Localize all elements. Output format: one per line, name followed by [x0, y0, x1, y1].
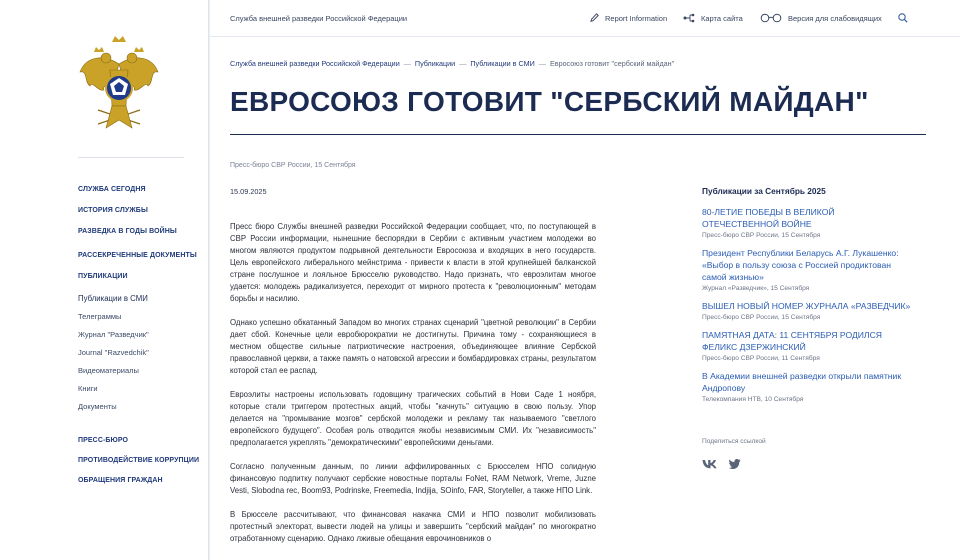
- sidebar-item-telegrams[interactable]: Телеграммы: [78, 312, 122, 321]
- related-publication-link[interactable]: В Академии внешней разведки открыли памятник Андропову: [702, 371, 902, 393]
- sitemap-icon: [683, 13, 695, 23]
- article-paragraph: В Брюсселе рассчитывают, что финансовая накачка СМИ и НПО позволит мобилизовать протестный электорат, вывести людей на улицы и завершить "сербский майдан" по многократно отработанному сценарию. Однако лживые обещания еврочиновников о: [230, 510, 596, 543]
- article-byline: Пресс-бюро СВР России, 15 Сентября: [230, 162, 356, 169]
- sidebar-item-history[interactable]: ИСТОРИЯ СЛУЖБЫ: [78, 207, 148, 214]
- share-label: Поделиться ссылкой: [702, 438, 766, 445]
- sidebar-item-media-publications[interactable]: Публикации в СМИ: [78, 294, 148, 303]
- related-publication-meta: Пресс-бюро СВР России, 15 Сентября: [702, 232, 821, 239]
- sidebar-item-documents[interactable]: Документы: [78, 402, 117, 411]
- sidebar-item-publications[interactable]: ПУБЛИКАЦИИ: [78, 273, 128, 280]
- list-item: [702, 247, 912, 292]
- breadcrumb-separator: —: [538, 59, 546, 68]
- related-publications: [702, 186, 912, 411]
- sidebar-item-anti-corruption[interactable]: ПРОТИВОДЕЙСТВИЕ КОРРУПЦИИ: [78, 457, 200, 464]
- sidebar-item-service-today[interactable]: СЛУЖБА СЕГОДНЯ: [78, 186, 146, 193]
- breadcrumb-current: Евросоюз готовит "сербский майдан": [549, 59, 675, 68]
- article-paragraph: Однако успешно обкатанный Западом во многих странах сценарий "цветной революции" в Сербии дает сбой. Конечные цели евробюрократии не достигнуты. Причина тому - сохраняющиеся в местном обществе сильные патриотические настроения, объединяющее влияние Сербской православной церкви, а также память о натовской агрессии и бомбардировках страны, результатом которой стал ее распад.: [230, 318, 596, 375]
- list-item: [702, 329, 912, 362]
- list-item: [702, 300, 912, 321]
- sidebar-item-video[interactable]: Видеоматериалы: [78, 366, 139, 375]
- related-publication-link[interactable]: ПАМЯТНАЯ ДАТА: 11 СЕНТЯБРЯ РОДИЛСЯ ФЕЛИКС ДЗЕРЖИНСКИЙ: [702, 330, 882, 352]
- related-publications-heading: Публикации за Сентябрь 2025: [702, 186, 826, 196]
- search-icon: [898, 13, 908, 23]
- glasses-icon: [760, 13, 782, 23]
- related-publication-meta: Пресс-бюро СВР России, 11 Сентября: [702, 355, 820, 362]
- sidebar-item-books[interactable]: Книги: [78, 384, 98, 393]
- sidebar-divider: [78, 157, 184, 158]
- breadcrumb-separator: —: [403, 59, 411, 68]
- sidebar-item-press-bureau[interactable]: ПРЕСС-БЮРО: [78, 437, 129, 444]
- twitter-icon: [729, 459, 741, 469]
- list-item: [702, 370, 912, 403]
- sidebar-item-citizen-appeals[interactable]: ОБРАЩЕНИЯ ГРАЖДАН: [78, 477, 163, 484]
- article-date: 15.09.2025: [230, 187, 267, 196]
- article-paragraph: Евроэлиты настроены использовать годовщину трагических событий в Нови Саде 1 ноября, которые стали триггером протестных акций, чтобы "качнуть" ситуацию в свою пользу. Упор делается на "промывание мозгов" сербской молодежи и рекламу так называемого "светлого европейского будущего". Особая роль отводится якобы независимым СМИ. Их "независимость" предполагается укреплять "демократическими" европейскими деньгами.: [230, 390, 596, 447]
- sidebar-item-journal-ru[interactable]: Журнал "Разведчик": [78, 330, 149, 339]
- main-content: [210, 0, 960, 560]
- related-publication-link[interactable]: ВЫШЕЛ НОВЫЙ НОМЕР ЖУРНАЛА «РАЗВЕДЧИК»: [702, 301, 911, 311]
- report-information-link[interactable]: [590, 13, 667, 23]
- article-body: [230, 221, 596, 557]
- page-title: ЕВРОСОЮЗ ГОТОВИТ "СЕРБСКИЙ МАЙДАН": [230, 86, 869, 117]
- sidebar: [0, 0, 209, 560]
- sidebar-item-declassified[interactable]: РАССЕКРЕЧЕННЫЕ ДОКУМЕНТЫ: [78, 252, 197, 259]
- related-publication-meta: Журнал «Разведчик», 15 Сентября: [702, 285, 810, 292]
- accessible-version-label: Версия для слабовидящих: [788, 13, 882, 23]
- breadcrumb-media-publications[interactable]: Публикации в СМИ: [470, 59, 535, 68]
- sitemap-link[interactable]: [683, 13, 743, 23]
- double-headed-eagle-emblem-icon[interactable]: [76, 34, 162, 134]
- list-item: [702, 206, 912, 239]
- pen-icon: [590, 13, 599, 23]
- title-divider: [230, 134, 926, 135]
- related-publication-meta: Телекомпания НТВ, 10 Сентября: [702, 396, 804, 403]
- breadcrumb-separator: —: [459, 59, 467, 68]
- related-publication-link[interactable]: 80-ЛЕТИЕ ПОБЕДЫ В ВЕЛИКОЙ ОТЕЧЕСТВЕННОЙ ВОЙНЕ: [702, 207, 835, 229]
- share-vk-button[interactable]: [702, 456, 718, 474]
- report-information-label: Report Information: [605, 13, 668, 23]
- breadcrumb: [230, 59, 674, 68]
- sidebar-item-war-intelligence[interactable]: РАЗВЕДКА В ГОДЫ ВОЙНЫ: [78, 228, 177, 235]
- top-bar: [210, 0, 960, 37]
- sidebar-item-journal-en[interactable]: Journal "Razvedchik": [78, 348, 149, 357]
- share-twitter-button[interactable]: [729, 456, 741, 474]
- top-bar-org-name[interactable]: Служба внешней разведки Российской Федерации: [230, 14, 408, 23]
- related-publication-meta: Пресс-бюро СВР России, 15 Сентября: [702, 314, 821, 321]
- related-publication-link[interactable]: Президент Республики Беларусь А.Г. Лукашенко: «Выбор в пользу союза с Россией продиктован самой жизнью»: [702, 248, 899, 282]
- sitemap-label: Карта сайта: [701, 13, 743, 23]
- search-button[interactable]: [898, 13, 914, 23]
- breadcrumb-publications[interactable]: Публикации: [414, 59, 456, 68]
- article-paragraph: Согласно полученным данным, по линии аффилированных с Брюсселем НПО солидную финансовую подпитку получают сербские новостные порталы FoNet, RAM Network, Vreme, Juzne Vesti, Slobodna rec, Boom93, Podrinske, Freemedia, Indjija, SOinfo, FAR, Storyteller, а также НПО Link.: [230, 462, 596, 495]
- article-paragraph: Пресс бюро Службы внешней разведки Российской Федерации сообщает, что, по поступающей в СВР России информации, нынешние беспорядки в Сербии с активным участием молодежи во многом являются продуктом подрывной деятельности Евросоюза и входящих в него государств. Цель европейского либерального мейнстрима - привести к власти в этой крупнейшей балканской стране послушное и лояльное Брюсселю руководство. Надо признать, что евроэлитам многое удается: молодежь радикализуется, переходит от мирного протеста к "революционным" методам борьбы и насилию.: [230, 222, 596, 303]
- accessible-version-link[interactable]: [760, 13, 882, 23]
- vk-icon: [702, 459, 718, 469]
- breadcrumb-home[interactable]: Служба внешней разведки Российской Федерации: [230, 59, 400, 68]
